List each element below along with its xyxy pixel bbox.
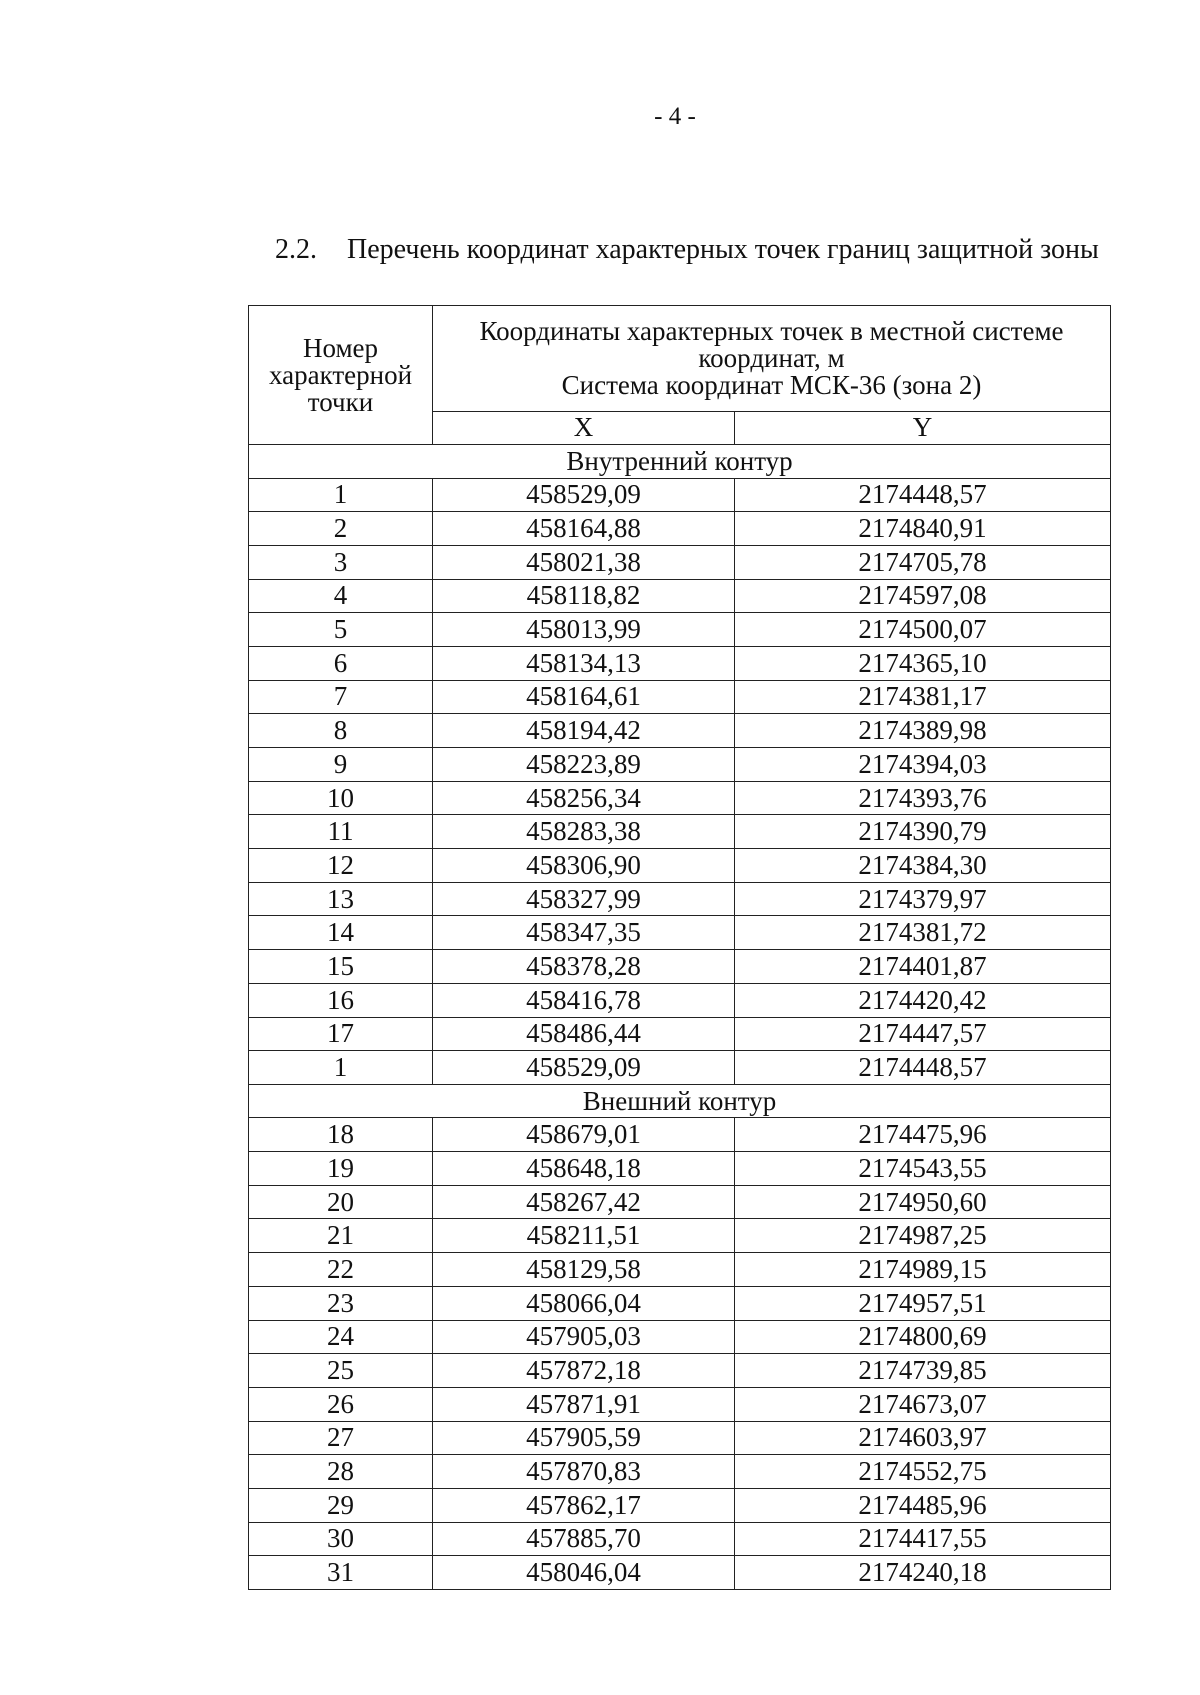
point-number-cell: 1 (249, 478, 433, 512)
y-coordinate-cell: 2174800,69 (735, 1320, 1111, 1354)
table-row (249, 1286, 1111, 1320)
y-coordinate-cell: 2174989,15 (735, 1253, 1111, 1287)
point-number-cell: 9 (249, 748, 433, 782)
y-coordinate-cell: 2174389,98 (735, 714, 1111, 748)
table-row (249, 1185, 1111, 1219)
table-row (249, 1354, 1111, 1388)
table-row (249, 1421, 1111, 1455)
x-coordinate-cell: 458118,82 (433, 579, 735, 613)
table-row (249, 815, 1111, 849)
point-number-cell: 14 (249, 916, 433, 950)
x-coordinate-cell: 458066,04 (433, 1286, 735, 1320)
y-coordinate-cell: 2174420,42 (735, 983, 1111, 1017)
y-coordinate-cell: 2174448,57 (735, 1051, 1111, 1085)
y-coordinate-cell: 2174448,57 (735, 478, 1111, 512)
contour-title: Внутренний контур (249, 445, 1111, 479)
x-coordinate-cell: 458327,99 (433, 882, 735, 916)
y-coordinate-cell: 2174603,97 (735, 1421, 1111, 1455)
table-row (249, 950, 1111, 984)
point-number-cell: 8 (249, 714, 433, 748)
x-coordinate-cell: 458021,38 (433, 545, 735, 579)
y-coordinate-cell: 2174543,55 (735, 1152, 1111, 1186)
table-row (249, 1219, 1111, 1253)
x-coordinate-cell: 457870,83 (433, 1455, 735, 1489)
coordinates-header (433, 306, 1111, 412)
table-row (249, 714, 1111, 748)
table-row (249, 882, 1111, 916)
x-coordinate-cell: 458223,89 (433, 748, 735, 782)
y-coordinate-cell: 2174705,78 (735, 545, 1111, 579)
y-coordinate-cell: 2174240,18 (735, 1556, 1111, 1590)
x-coordinate-cell: 458529,09 (433, 478, 735, 512)
x-coordinate-cell: 457905,59 (433, 1421, 735, 1455)
table-row (249, 613, 1111, 647)
point-number-cell: 1 (249, 1051, 433, 1085)
point-number-cell: 4 (249, 579, 433, 613)
x-coordinate-cell: 457885,70 (433, 1522, 735, 1556)
x-coordinate-cell: 458416,78 (433, 983, 735, 1017)
point-number-header (249, 306, 433, 445)
x-coordinate-cell: 458164,61 (433, 680, 735, 714)
point-number-header-line: Номер (302, 332, 379, 363)
y-coordinate-cell: 2174475,96 (735, 1118, 1111, 1152)
x-coordinate-cell: 457871,91 (433, 1387, 735, 1421)
point-number-cell: 19 (249, 1152, 433, 1186)
x-coordinate-cell: 458378,28 (433, 950, 735, 984)
point-number-cell: 5 (249, 613, 433, 647)
x-coordinate-cell: 457872,18 (433, 1354, 735, 1388)
point-number-cell: 6 (249, 646, 433, 680)
table-row (249, 781, 1111, 815)
section-number: 2.2. (275, 234, 317, 265)
x-coordinate-cell: 458129,58 (433, 1253, 735, 1287)
y-coordinate-cell: 2174381,17 (735, 680, 1111, 714)
x-coordinate-cell: 458486,44 (433, 1017, 735, 1051)
point-number-header-line: точки (307, 386, 374, 417)
y-coordinate-cell: 2174950,60 (735, 1185, 1111, 1219)
point-number-cell: 22 (249, 1253, 433, 1287)
point-number-cell: 29 (249, 1488, 433, 1522)
y-coordinate-cell: 2174394,03 (735, 748, 1111, 782)
coordinate-system-label: Система координат МСК-36 (зона 2) (561, 369, 982, 400)
table-row (249, 1051, 1111, 1085)
point-number-cell: 18 (249, 1118, 433, 1152)
table-row (249, 1253, 1111, 1287)
y-coordinate-cell: 2174597,08 (735, 579, 1111, 613)
point-number-cell: 12 (249, 849, 433, 883)
coordinates-header-title: Координаты характерных точек в местной системе (479, 315, 1064, 346)
table-row (249, 1455, 1111, 1489)
y-coordinate-cell: 2174552,75 (735, 1455, 1111, 1489)
table-row (249, 1152, 1111, 1186)
point-number-cell: 13 (249, 882, 433, 916)
y-coordinate-cell: 2174365,10 (735, 646, 1111, 680)
x-coordinate-cell: 458283,38 (433, 815, 735, 849)
x-coordinate-cell: 458194,42 (433, 714, 735, 748)
contour-title: Внешний контур (249, 1084, 1111, 1118)
point-number-cell: 2 (249, 512, 433, 546)
table-row (249, 512, 1111, 546)
x-coordinate-cell: 458648,18 (433, 1152, 735, 1186)
table-row (249, 646, 1111, 680)
x-coordinate-cell: 458134,13 (433, 646, 735, 680)
x-column-header: X (433, 411, 735, 444)
y-coordinate-cell: 2174390,79 (735, 815, 1111, 849)
table-row (249, 478, 1111, 512)
y-coordinate-cell: 2174957,51 (735, 1286, 1111, 1320)
x-coordinate-cell: 457905,03 (433, 1320, 735, 1354)
point-number-cell: 21 (249, 1219, 433, 1253)
y-coordinate-cell: 2174987,25 (735, 1219, 1111, 1253)
section-heading (275, 234, 1099, 266)
table-row (249, 1556, 1111, 1590)
y-coordinate-cell: 2174447,57 (735, 1017, 1111, 1051)
contour-row (249, 445, 1111, 479)
y-coordinate-cell: 2174673,07 (735, 1387, 1111, 1421)
x-coordinate-cell: 458267,42 (433, 1185, 735, 1219)
table-row (249, 849, 1111, 883)
point-number-header-line: характерной (268, 359, 413, 390)
table-row (249, 680, 1111, 714)
y-coordinate-cell: 2174393,76 (735, 781, 1111, 815)
y-coordinate-cell: 2174840,91 (735, 512, 1111, 546)
point-number-cell: 24 (249, 1320, 433, 1354)
point-number-cell: 28 (249, 1455, 433, 1489)
x-coordinate-cell: 458013,99 (433, 613, 735, 647)
section-title: Перечень координат характерных точек границ защитной зоны (347, 234, 1099, 265)
table-row (249, 983, 1111, 1017)
point-number-cell: 17 (249, 1017, 433, 1051)
table-row (249, 1320, 1111, 1354)
y-coordinate-cell: 2174379,97 (735, 882, 1111, 916)
contour-row (249, 1084, 1111, 1118)
point-number-cell: 15 (249, 950, 433, 984)
table-row (249, 1118, 1111, 1152)
table-row (249, 1387, 1111, 1421)
point-number-cell: 27 (249, 1421, 433, 1455)
y-column-header: Y (735, 411, 1111, 444)
table-row (249, 748, 1111, 782)
x-coordinate-cell: 458679,01 (433, 1118, 735, 1152)
table-row (249, 579, 1111, 613)
y-coordinate-cell: 2174739,85 (735, 1354, 1111, 1388)
point-number-cell: 3 (249, 545, 433, 579)
x-coordinate-cell: 458046,04 (433, 1556, 735, 1590)
point-number-cell: 11 (249, 815, 433, 849)
point-number-cell: 26 (249, 1387, 433, 1421)
x-coordinate-cell: 458306,90 (433, 849, 735, 883)
y-coordinate-cell: 2174384,30 (735, 849, 1111, 883)
y-coordinate-cell: 2174500,07 (735, 613, 1111, 647)
x-coordinate-cell: 458211,51 (433, 1219, 735, 1253)
coordinates-header-title-cont: координат, м (698, 342, 845, 373)
y-coordinate-cell: 2174401,87 (735, 950, 1111, 984)
x-coordinate-cell: 458529,09 (433, 1051, 735, 1085)
point-number-cell: 25 (249, 1354, 433, 1388)
table-body (249, 445, 1111, 1590)
point-number-cell: 30 (249, 1522, 433, 1556)
x-coordinate-cell: 458256,34 (433, 781, 735, 815)
y-coordinate-cell: 2174485,96 (735, 1488, 1111, 1522)
x-coordinate-cell: 457862,17 (433, 1488, 735, 1522)
point-number-cell: 10 (249, 781, 433, 815)
y-coordinate-cell: 2174417,55 (735, 1522, 1111, 1556)
table-row (249, 1017, 1111, 1051)
coordinates-table (248, 305, 1111, 1590)
table-row (249, 1488, 1111, 1522)
table-row (249, 916, 1111, 950)
table-row (249, 545, 1111, 579)
page-number: - 4 - (654, 103, 696, 130)
point-number-cell: 20 (249, 1185, 433, 1219)
x-coordinate-cell: 458164,88 (433, 512, 735, 546)
point-number-cell: 31 (249, 1556, 433, 1590)
table-row (249, 1522, 1111, 1556)
y-coordinate-cell: 2174381,72 (735, 916, 1111, 950)
point-number-cell: 7 (249, 680, 433, 714)
x-coordinate-cell: 458347,35 (433, 916, 735, 950)
point-number-cell: 16 (249, 983, 433, 1017)
point-number-cell: 23 (249, 1286, 433, 1320)
